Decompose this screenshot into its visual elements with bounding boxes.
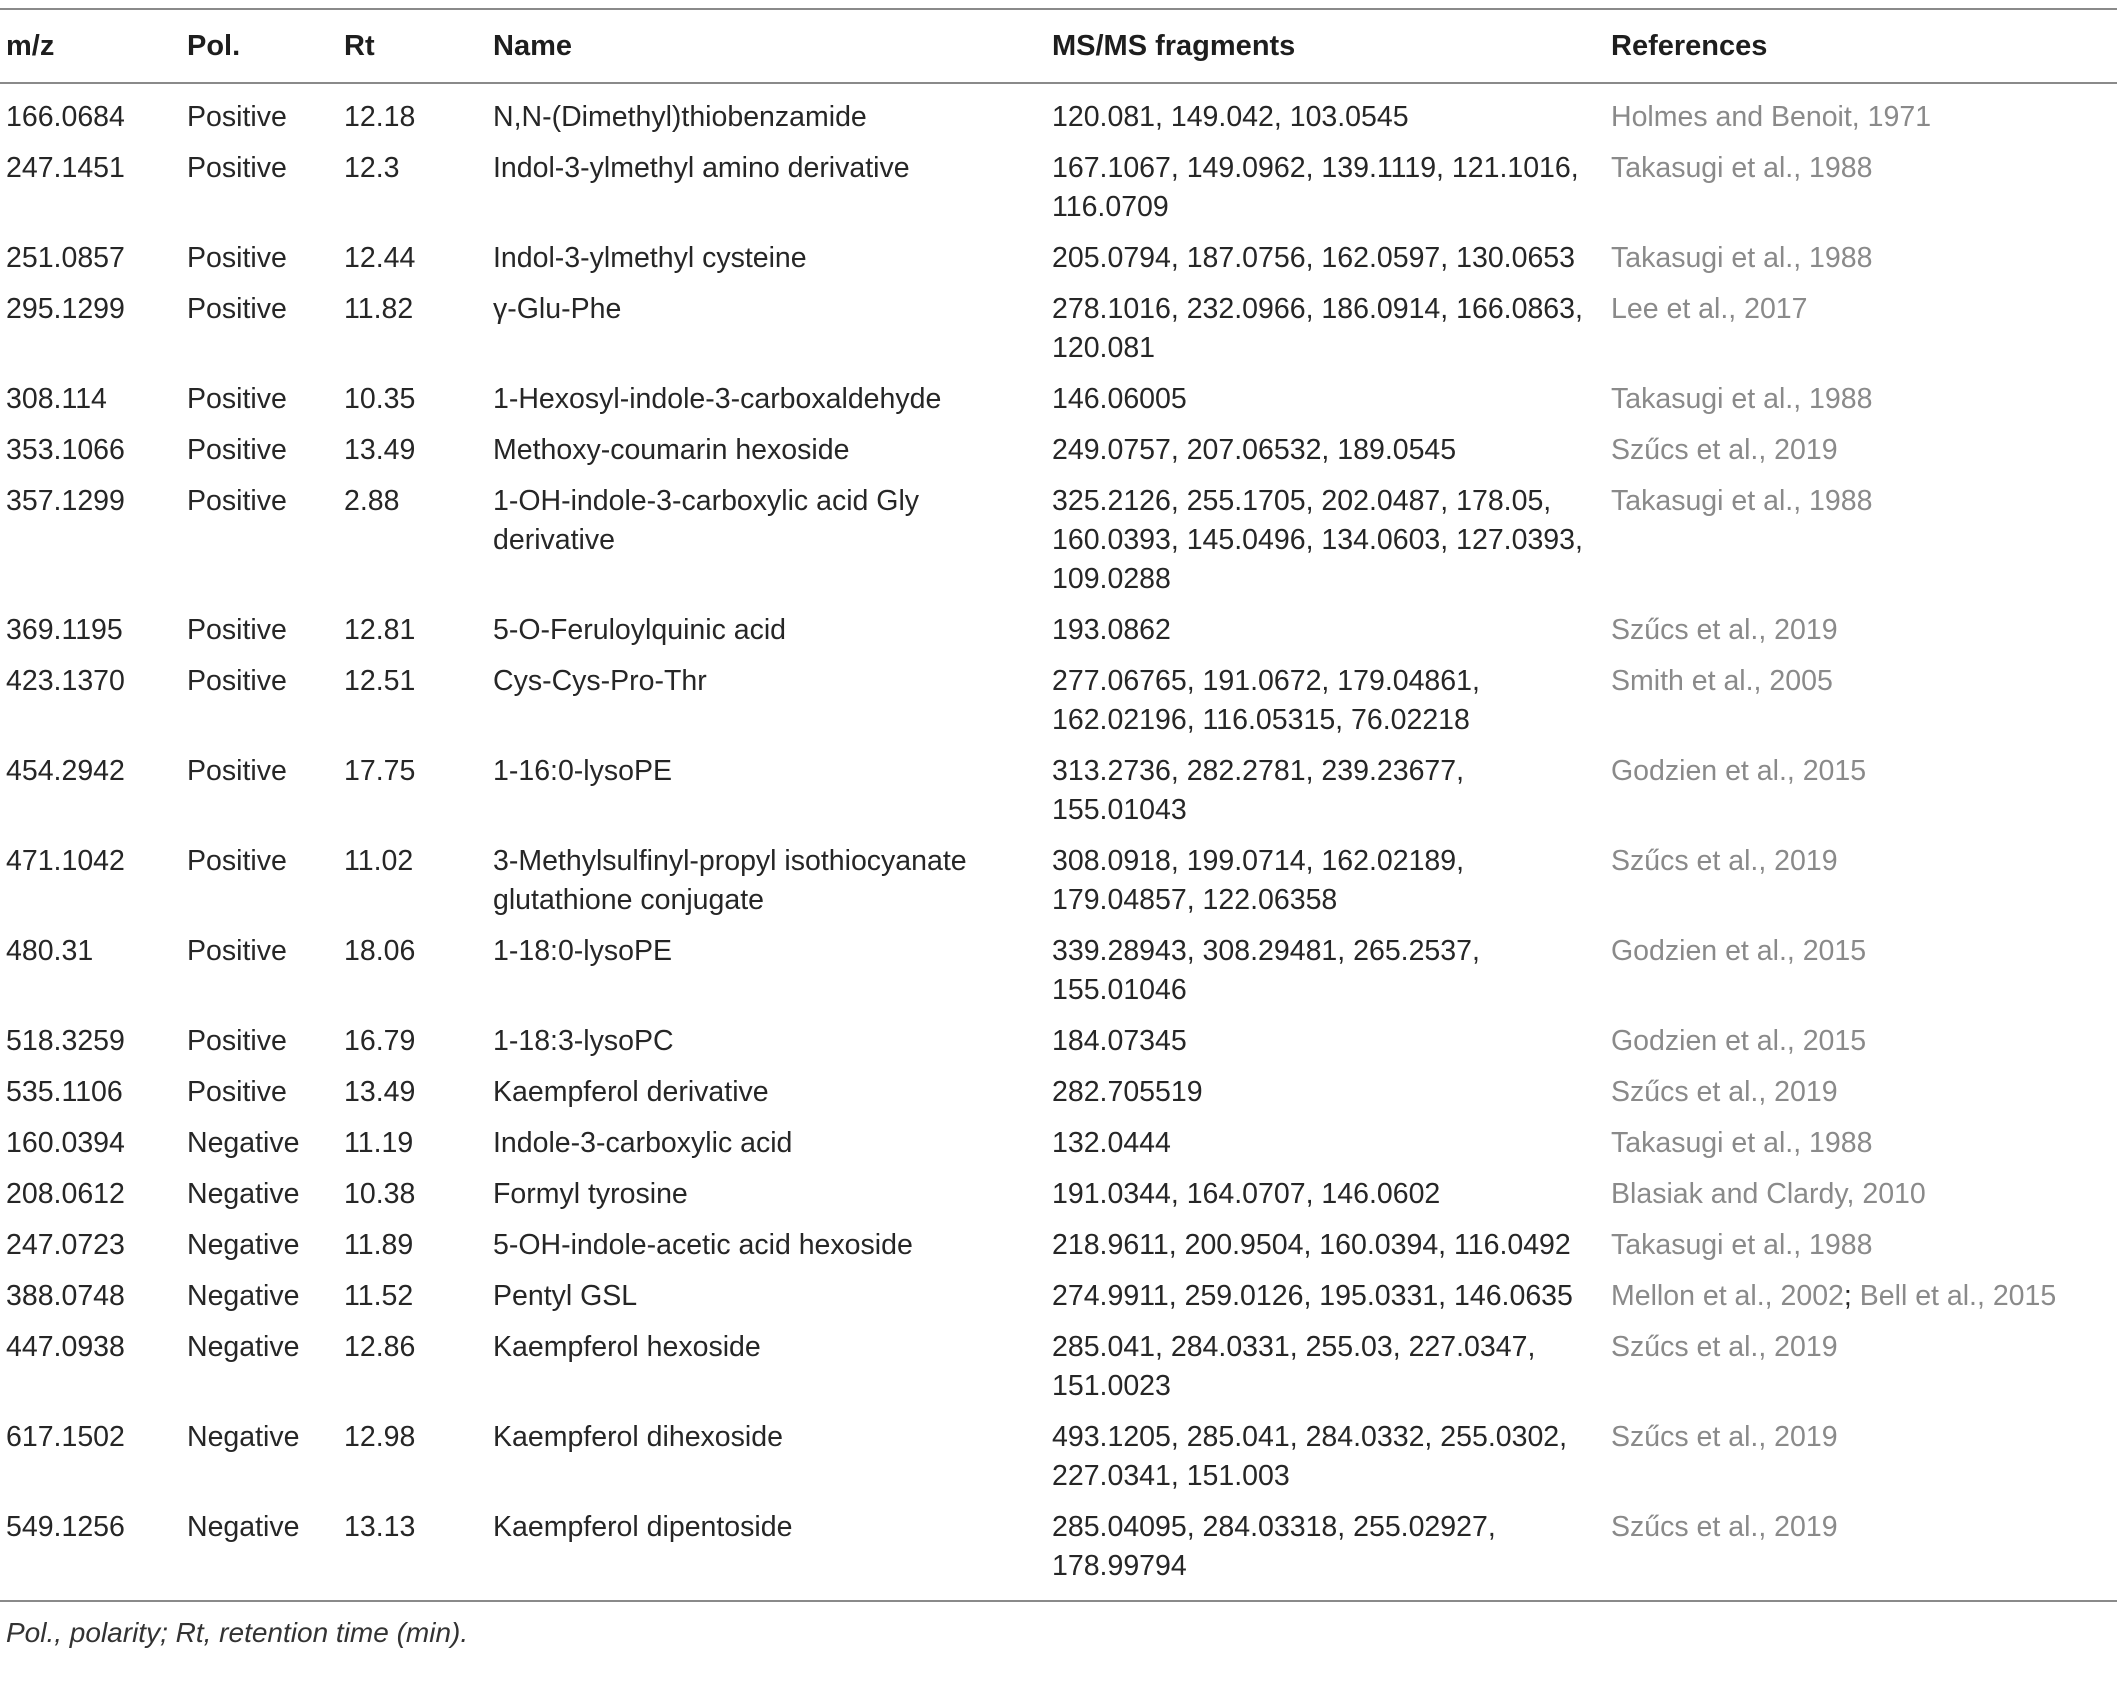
cell-name: Methoxy-coumarin hexoside — [493, 434, 850, 466]
table-row — [0, 748, 2117, 838]
table-row — [0, 376, 2117, 427]
cell-name: 5-OH-indole-acetic acid hexoside — [493, 1229, 913, 1261]
reference-link[interactable]: Szűcs et al., 2019 — [1611, 1421, 1838, 1453]
cell-polarity: Positive — [187, 845, 287, 877]
cell-references — [1611, 1273, 2117, 1324]
reference-link[interactable]: Takasugi et al., 1988 — [1611, 383, 1873, 415]
cell-name: 1-Hexosyl-indole-3-carboxaldehyde — [493, 383, 942, 415]
cell-polarity: Positive — [187, 101, 287, 133]
cell-mz: 549.1256 — [6, 1511, 125, 1543]
cell-polarity: Negative — [187, 1229, 300, 1261]
cell-rt: 10.38 — [344, 1178, 416, 1210]
header-rt: Rt — [344, 30, 375, 62]
reference-link[interactable]: Takasugi et al., 1988 — [1611, 1229, 1873, 1261]
reference-link[interactable]: Szűcs et al., 2019 — [1611, 1511, 1838, 1543]
reference-separator: ; — [1843, 1280, 1860, 1312]
cell-name: Indole-3-carboxylic acid — [493, 1127, 793, 1159]
table-row — [0, 478, 2117, 607]
cell-name: Kaempferol dipentoside — [493, 1511, 793, 1543]
cell-polarity: Positive — [187, 1076, 287, 1108]
cell-name: 1-18:3-lysoPC — [493, 1025, 674, 1057]
reference-link[interactable]: Mellon et al., 2002 — [1611, 1280, 1844, 1312]
table-row — [0, 1273, 2117, 1324]
cell-name: 1-18:0-lysoPE — [493, 935, 673, 967]
ms-fragments-table — [0, 8, 2117, 1600]
cell-name: Kaempferol derivative — [493, 1076, 769, 1108]
cell-name: Cys-Cys-Pro-Thr — [493, 665, 707, 697]
cell-fragments: 120.081, 149.042, 103.0545 — [1052, 101, 1409, 133]
cell-references — [1611, 658, 2117, 748]
cell-fragments: 339.28943, 308.29481, 265.2537, 155.01046 — [1052, 935, 1480, 1006]
cell-references — [1611, 427, 2117, 478]
cell-polarity: Positive — [187, 755, 287, 787]
table-row — [0, 1018, 2117, 1069]
cell-rt: 12.86 — [344, 1331, 416, 1363]
cell-mz: 247.1451 — [6, 152, 125, 184]
reference-link[interactable]: Szűcs et al., 2019 — [1611, 434, 1838, 466]
cell-polarity: Negative — [187, 1178, 300, 1210]
cell-references — [1611, 235, 2117, 286]
cell-references — [1611, 1222, 2117, 1273]
cell-fragments: 493.1205, 285.041, 284.0332, 255.0302, 227.0341, 151.003 — [1052, 1421, 1568, 1492]
cell-name: N,N-(Dimethyl)thiobenzamide — [493, 101, 867, 133]
cell-references — [1611, 1414, 2117, 1504]
reference-link[interactable]: Lee et al., 2017 — [1611, 293, 1808, 325]
cell-polarity: Positive — [187, 434, 287, 466]
header-polarity: Pol. — [187, 30, 241, 62]
cell-mz: 166.0684 — [6, 101, 125, 133]
cell-rt: 13.49 — [344, 1076, 416, 1108]
cell-references — [1611, 748, 2117, 838]
reference-link[interactable]: Szűcs et al., 2019 — [1611, 1331, 1838, 1363]
cell-polarity: Positive — [187, 935, 287, 967]
cell-polarity: Positive — [187, 614, 287, 646]
cell-rt: 13.13 — [344, 1511, 416, 1543]
reference-link[interactable]: Bell et al., 2015 — [1859, 1280, 2057, 1312]
cell-polarity: Positive — [187, 293, 287, 325]
cell-polarity: Positive — [187, 665, 287, 697]
cell-name: Formyl tyrosine — [493, 1178, 688, 1210]
cell-references — [1611, 145, 2117, 235]
cell-fragments: 274.9911, 259.0126, 195.0331, 146.0635 — [1052, 1280, 1573, 1312]
cell-rt: 11.19 — [344, 1127, 414, 1159]
table-row — [0, 83, 2117, 145]
cell-name: Pentyl GSL — [493, 1280, 638, 1312]
cell-references — [1611, 838, 2117, 928]
cell-references — [1611, 83, 2117, 145]
table-row — [0, 1171, 2117, 1222]
cell-references — [1611, 1018, 2117, 1069]
cell-name: Indol-3-ylmethyl cysteine — [493, 242, 807, 274]
header-row — [0, 9, 2117, 83]
reference-link[interactable]: Szűcs et al., 2019 — [1611, 1076, 1838, 1108]
cell-mz: 308.114 — [6, 383, 107, 415]
cell-rt: 12.81 — [344, 614, 416, 646]
cell-fragments: 132.0444 — [1052, 1127, 1171, 1159]
table-row — [0, 235, 2117, 286]
cell-fragments: 308.0918, 199.0714, 162.02189, 179.04857, 122.06358 — [1052, 845, 1465, 916]
reference-link[interactable]: Blasiak and Clardy, 2010 — [1611, 1178, 1926, 1210]
cell-rt: 2.88 — [344, 485, 400, 517]
cell-mz: 357.1299 — [6, 485, 125, 517]
cell-references — [1611, 376, 2117, 427]
cell-rt: 12.18 — [344, 101, 416, 133]
cell-fragments: 282.705519 — [1052, 1076, 1203, 1108]
cell-fragments: 218.9611, 200.9504, 160.0394, 116.0492 — [1052, 1229, 1571, 1261]
cell-rt: 10.35 — [344, 383, 416, 415]
cell-fragments: 184.07345 — [1052, 1025, 1187, 1057]
cell-mz: 388.0748 — [6, 1280, 125, 1312]
cell-rt: 12.98 — [344, 1421, 416, 1453]
table-row — [0, 658, 2117, 748]
cell-mz: 535.1106 — [6, 1076, 123, 1108]
table-row — [0, 145, 2117, 235]
cell-references — [1611, 1069, 2117, 1120]
cell-fragments: 285.04095, 284.03318, 255.02927, 178.99794 — [1052, 1511, 1496, 1582]
cell-mz: 454.2942 — [6, 755, 125, 787]
reference-link[interactable]: Godzien et al., 2015 — [1611, 755, 1867, 787]
cell-rt: 11.89 — [344, 1229, 414, 1261]
cell-rt: 17.75 — [344, 755, 416, 787]
cell-rt: 11.02 — [344, 845, 414, 877]
cell-name: 1-OH-indole-3-carboxylic acid Gly derivative — [493, 485, 920, 556]
header-name: Name — [493, 30, 572, 62]
table-footnote: Pol., polarity; Rt, retention time (min). — [6, 1617, 469, 1648]
table-header — [0, 9, 2117, 83]
table-row — [0, 1414, 2117, 1504]
cell-fragments: 249.0757, 207.06532, 189.0545 — [1052, 434, 1457, 466]
cell-name: 5-O-Feruloylquinic acid — [493, 614, 787, 646]
cell-fragments: 167.1067, 149.0962, 139.1119, 121.1016, 116.0709 — [1052, 152, 1579, 223]
cell-polarity: Negative — [187, 1280, 300, 1312]
table-row — [0, 1222, 2117, 1273]
cell-mz: 471.1042 — [6, 845, 125, 877]
cell-mz: 617.1502 — [6, 1421, 125, 1453]
cell-rt: 13.49 — [344, 434, 416, 466]
cell-name: γ-Glu-Phe — [493, 293, 622, 325]
reference-link[interactable]: Takasugi et al., 1988 — [1611, 152, 1873, 184]
table-row — [0, 1120, 2117, 1171]
cell-fragments: 285.041, 284.0331, 255.03, 227.0347, 151.0023 — [1052, 1331, 1536, 1402]
cell-rt: 12.3 — [344, 152, 400, 184]
cell-references — [1611, 1504, 2117, 1600]
cell-polarity: Positive — [187, 1025, 287, 1057]
cell-fragments: 278.1016, 232.0966, 186.0914, 166.0863, 120.081 — [1052, 293, 1583, 364]
cell-polarity: Positive — [187, 383, 287, 415]
cell-rt: 11.82 — [344, 293, 414, 325]
cell-mz: 518.3259 — [6, 1025, 125, 1057]
reference-link[interactable]: Szűcs et al., 2019 — [1611, 614, 1838, 646]
reference-link[interactable]: Takasugi et al., 1988 — [1611, 242, 1873, 274]
cell-mz: 480.31 — [6, 935, 94, 967]
cell-rt: 16.79 — [344, 1025, 416, 1057]
cell-fragments: 277.06765, 191.0672, 179.04861, 162.02196, 116.05315, 76.02218 — [1052, 665, 1480, 736]
cell-polarity: Positive — [187, 152, 287, 184]
cell-references — [1611, 1324, 2117, 1414]
cell-fragments: 146.06005 — [1052, 383, 1187, 415]
reference-link[interactable]: Godzien et al., 2015 — [1611, 935, 1867, 967]
cell-mz: 447.0938 — [6, 1331, 125, 1363]
reference-link[interactable]: Holmes and Benoit, 1971 — [1611, 101, 1932, 133]
cell-mz: 247.0723 — [6, 1229, 125, 1261]
cell-name: 1-16:0-lysoPE — [493, 755, 673, 787]
table-row — [0, 427, 2117, 478]
cell-name: Kaempferol dihexoside — [493, 1421, 783, 1453]
cell-mz: 251.0857 — [6, 242, 125, 274]
cell-mz: 160.0394 — [6, 1127, 125, 1159]
header-fragments: MS/MS fragments — [1052, 30, 1296, 62]
cell-name: Indol-3-ylmethyl amino derivative — [493, 152, 910, 184]
cell-mz: 208.0612 — [6, 1178, 125, 1210]
cell-polarity: Positive — [187, 242, 287, 274]
cell-mz: 369.1195 — [6, 614, 123, 646]
reference-link[interactable]: Smith et al., 2005 — [1611, 665, 1833, 697]
table-row — [0, 928, 2117, 1018]
cell-fragments: 205.0794, 187.0756, 162.0597, 130.0653 — [1052, 242, 1575, 274]
reference-link[interactable]: Godzien et al., 2015 — [1611, 1025, 1867, 1057]
cell-references — [1611, 478, 2117, 607]
cell-references — [1611, 1120, 2117, 1171]
cell-rt: 12.51 — [344, 665, 416, 697]
cell-fragments: 325.2126, 255.1705, 202.0487, 178.05, 160.0393, 145.0496, 134.0603, 127.0393, 109.0288 — [1052, 485, 1583, 595]
cell-polarity: Negative — [187, 1331, 300, 1363]
cell-fragments: 313.2736, 282.2781, 239.23677, 155.01043 — [1052, 755, 1465, 826]
reference-link[interactable]: Takasugi et al., 1988 — [1611, 1127, 1873, 1159]
cell-rt: 11.52 — [344, 1280, 414, 1312]
cell-references — [1611, 928, 2117, 1018]
cell-name: Kaempferol hexoside — [493, 1331, 761, 1363]
cell-name: 3-Methylsulfinyl-propyl isothiocyanate glutathione conjugate — [493, 845, 967, 916]
cell-polarity: Negative — [187, 1127, 300, 1159]
cell-references — [1611, 1171, 2117, 1222]
cell-mz: 295.1299 — [6, 293, 125, 325]
table-row — [0, 1504, 2117, 1600]
cell-references — [1611, 286, 2117, 376]
header-references: References — [1611, 30, 1768, 62]
table-row — [0, 1324, 2117, 1414]
cell-mz: 423.1370 — [6, 665, 125, 697]
table-row — [0, 286, 2117, 376]
table-row — [0, 1069, 2117, 1120]
cell-references — [1611, 607, 2117, 658]
reference-link[interactable]: Szűcs et al., 2019 — [1611, 845, 1838, 877]
cell-rt: 12.44 — [344, 242, 416, 274]
table-row — [0, 838, 2117, 928]
cell-mz: 353.1066 — [6, 434, 125, 466]
cell-fragments: 193.0862 — [1052, 614, 1171, 646]
cell-polarity: Positive — [187, 485, 287, 517]
cell-polarity: Negative — [187, 1421, 300, 1453]
cell-rt: 18.06 — [344, 935, 416, 967]
table-row — [0, 607, 2117, 658]
cell-polarity: Negative — [187, 1511, 300, 1543]
header-mz: m/z — [6, 30, 55, 62]
cell-fragments: 191.0344, 164.0707, 146.0602 — [1052, 1178, 1441, 1210]
table-body — [0, 83, 2117, 1600]
reference-link[interactable]: Takasugi et al., 1988 — [1611, 485, 1873, 517]
